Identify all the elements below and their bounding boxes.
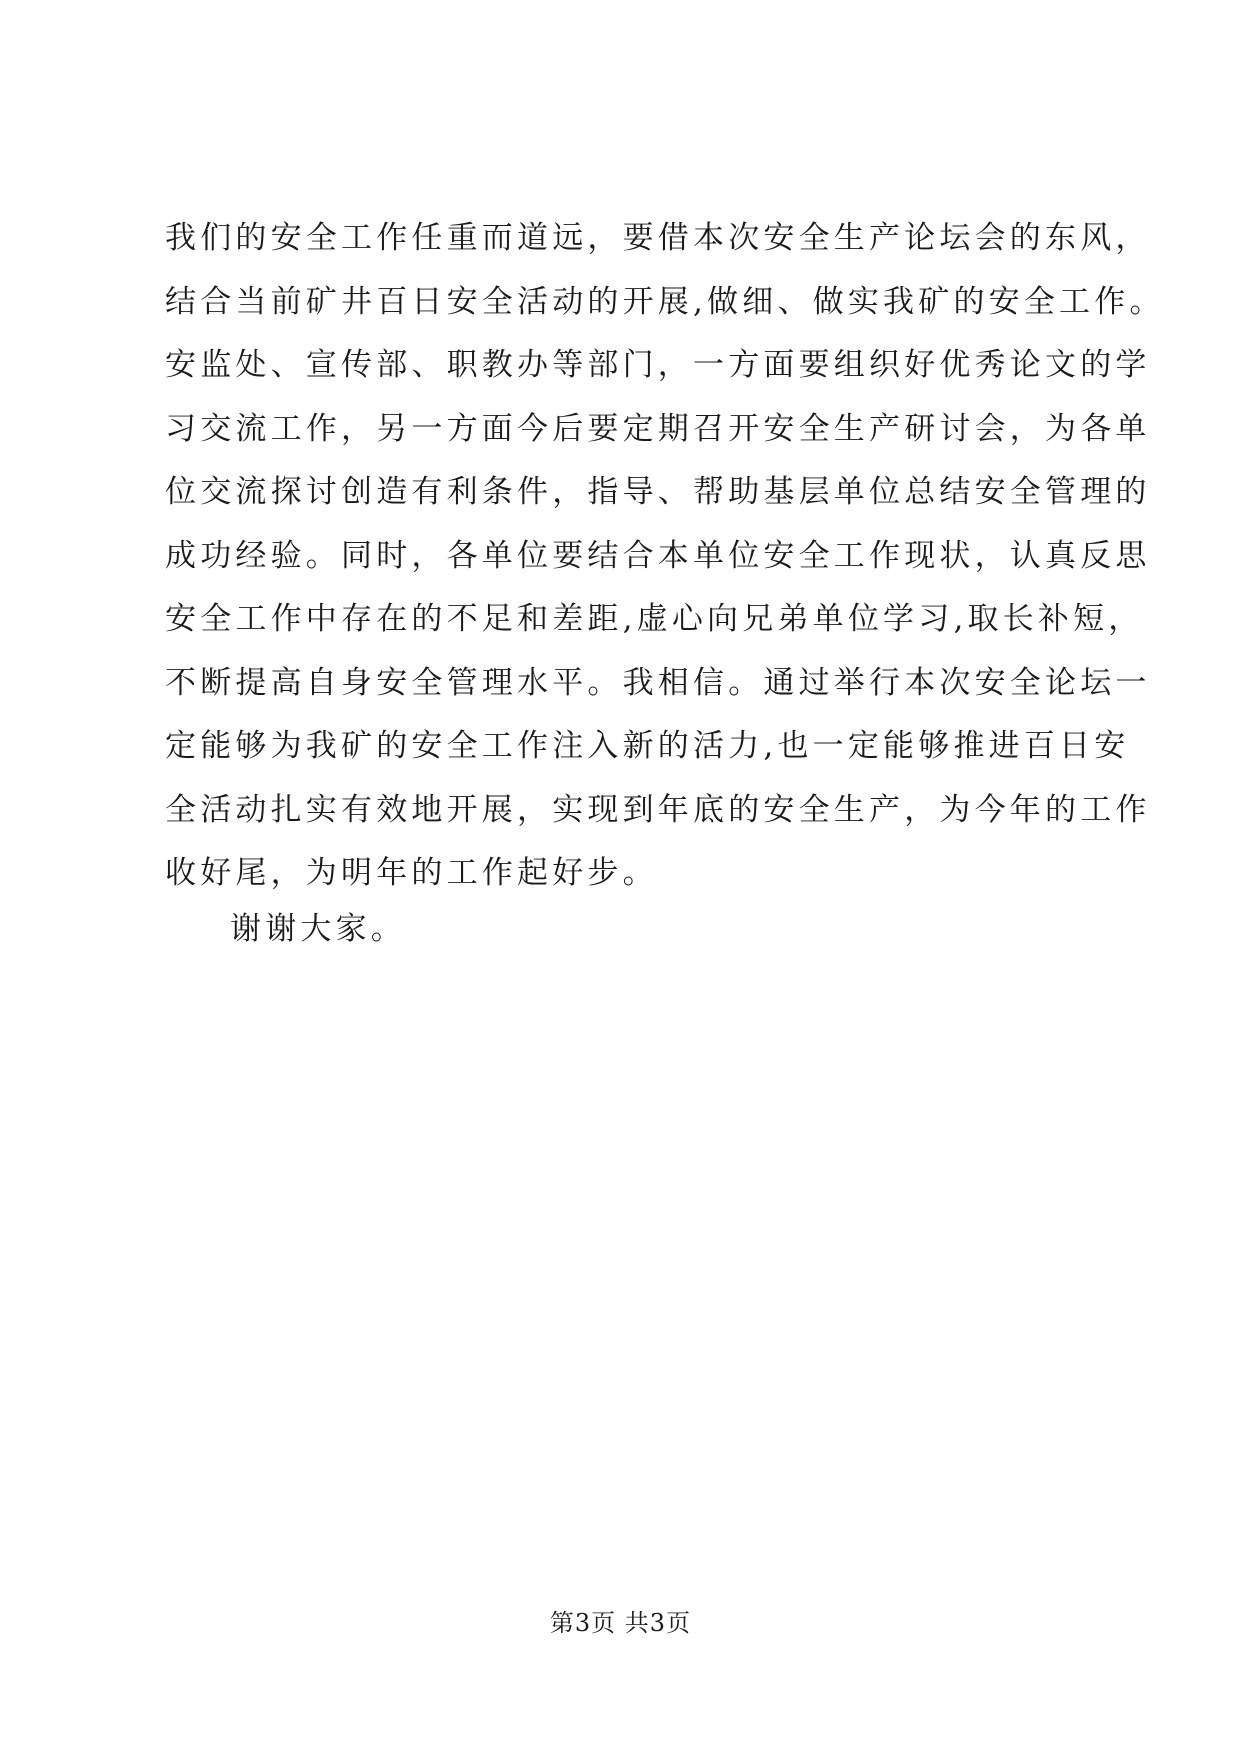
paragraph-line: 成功经验。同时，各单位要结合本单位安全工作现状，认真反思 (165, 537, 1151, 574)
body-paragraph (165, 207, 1165, 906)
paragraph-line: 安全工作中存在的不足和差距,虚心向兄弟单位学习,取长补短， (165, 601, 1144, 637)
paragraph-line: 不断提高自身安全管理水平。我相信。通过举行本次安全论坛一 (165, 664, 1151, 701)
paragraph-line: 安监处、宣传部、职教办等部门，一方面要组织好优秀论文的学 (165, 347, 1151, 383)
page-footer: 第3页 共3页 (549, 1609, 692, 1637)
paragraph-line: 全活动扎实有效地开展，实现到年底的安全生产，为今年的工作 (165, 791, 1151, 828)
paragraph-line: 我们的安全工作任重而道远，要借本次安全生产论坛会的东风， (165, 220, 1151, 256)
closing-remark: 谢谢大家。 (230, 911, 406, 947)
paragraph-line: 位交流探讨创造有利条件，指导、帮助基层单位总结安全管理的 (165, 474, 1151, 510)
paragraph-line: 定能够为我矿的安全工作注入新的活力,也一定能够推进百日安 (165, 728, 1130, 764)
paragraph-line: 结合当前矿井百日安全活动的开展,做细、做实我矿的安全工作。 (165, 283, 1165, 320)
paragraph-line: 收好尾，为明年的工作起好步。 (165, 855, 658, 891)
paragraph-line: 习交流工作，另一方面今后要定期召开安全生产研讨会，为各单 (165, 410, 1151, 447)
